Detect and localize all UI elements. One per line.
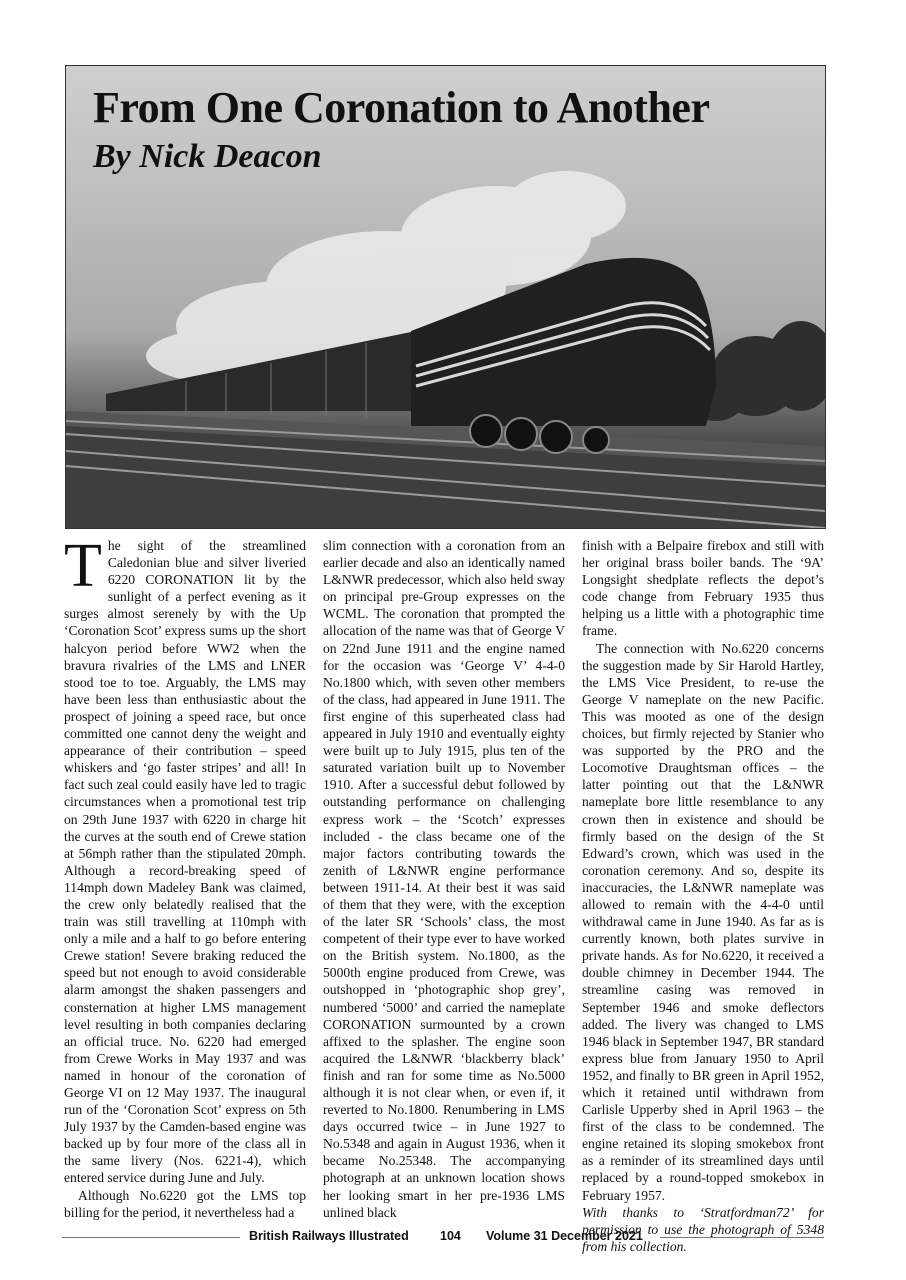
- text-column-2: [323, 537, 565, 1221]
- train-illustration: [66, 66, 825, 528]
- paragraph: finish with a Belpaire firebox and still with her original brass boiler bands. The ‘9A’ Longsight shedplate reflects the depot’s code change from February 1935 thus helping us a little with a photographic time frame.: [582, 538, 824, 639]
- locomotive-photo: [65, 65, 826, 529]
- paragraph: slim connection with a coronation from an earlier decade and also an identically named L&NWR predecessor, which also held sway on principal pre-Group expresses on the WCML. The coronation that prompted the allocation of the name was that of George V on 22nd June 1911 and the engine named for the occasion was ‘George V’ 4-4-0 No.1800 which, with seven other members of the class, had appeared in June 1911. The first engine of this superheated class had appeared in July 1910 and eventually eighty were built up to July 1915, plus ten of the saturated variation built up to November 1910. After a successful debut followed by outstanding performance on challenging express work – the ‘Scotch’ expresses included - the class became one of the major factors contributing towards the zenith of L&NWR engine performance between 1911-14. At their best it was said of them that they were, with the exception of the later SR ‘Schools’ class, the most competent of their type ever to have worked on the British system. No.1800, as the 5000th engine produced from Crewe, was outshopped in ‘photographic shop grey’, numbered ‘5000’ and carried the nameplate CORONATION surmounted by a crown affixed to the splasher. The engine soon acquired the L&NWR ‘blackberry black’ finish and ran for some time as No.5000 although it is not clear when, or even if, it reverted to No.1800. Renumbering in LMS days occurred twice – in June 1927 to No.5348 and again in August 1936, when it became No.25348. The accompanying photograph at an unknown location shows her looking smart in her pre-1936 LMS unlined black: [323, 538, 565, 1220]
- paragraph: The connection with No.6220 concerns the suggestion made by Sir Harold Hartley, the LMS Vice President, to re-use the George V nameplate on the new Pacific. This was mooted as one of the design choices, but firmly rejected by Stanier who was supported by the PRO and the Locomotive Draughtsman offices – the latter pointing out that the L&NWR nameplate bore little resemblance to any crown then in existence and should be firmly based on the design of the St Edward’s crown, which was used in the coronation ceremony. And so, despite its inaccuracies, the L&NWR nameplate was allowed to remain with the 4-4-0 until withdrawal came in June 1940. As far as is currently known, both plates survive in private hands. As for No.6220, it received a double chimney in December 1944. The streamline casing was removed in September 1946 and smoke deflectors added. The livery was changed to LMS 1946 black in September 1947, BR standard express blue from January 1950 to April 1952, and finally to BR green in April 1952, which it retained until withdrawn from Carlisle Upperby shed in April 1963 – the first of the class to be condemned. The engine retained its sloping smokebox front as a reminder of its streamlined days until replaced by a round-topped smokebox in February 1957.: [582, 640, 824, 1203]
- footer-publication: British Railways Illustrated: [249, 1229, 409, 1243]
- article-title: From One Coronation to Another: [93, 83, 710, 132]
- paragraph: Although No.6220 got the LMS top billing for the period, it nevertheless had a: [64, 1187, 306, 1220]
- footer-rule-left: [62, 1237, 240, 1238]
- article-byline: By Nick Deacon: [93, 138, 322, 175]
- footer-issue: Volume 31 December 2021: [486, 1229, 643, 1243]
- drop-cap: T: [64, 532, 102, 600]
- paragraph: The sight of the streamlined Caledonian blue and silver liveried 6220 CORONATION lit by the sunlight of a perfect evening as it surges almost serenely by with the Up ‘Coronation Scot’ express sums up the short halcyon period before WW2 when the bravura rivalries of the LMS and LNER stood toe to toe. Arguably, the LMS may have been less than enthusiastic about the prospect of joining a speed race, but once committed one cannot deny the weight and appearance of their contribution – speed whiskers and ‘go faster stripes’ and all! In fact such zeal could easily have led to tragic circumstances when a promotional test trip on 29th June 1937 with 6220 in charge hit the curves at the south end of Crewe station at 56mph rather than the stipulated 20mph. Although a record-breaking speed of 114mph down Madeley Bank was claimed, the crew only belatedly realised that the train was still travelling at 110mph with only a mile and a half to go before entering Crewe station! Severe braking reduced the speed but not enough to avoid considerable alarm amongst the shaken passengers and consternation at higher LMS management level resulting in both companies declaring an official truce. No. 6220 had emerged from Crewe Works in May 1937 and was named in honour of the coronation of George VI on 12 May 1937. The inaugural run of the ‘Coronation Scot’ express on 5th July 1937 by the Camden-based engine was backed up by four more of the class all in the same livery (Nos. 6221-4), which entered service during June and July.: [64, 532, 306, 1186]
- page-footer: [0, 1228, 906, 1248]
- text-column-1: [64, 532, 306, 1221]
- page-number: 104: [440, 1229, 461, 1243]
- text-column-3: [582, 537, 824, 1255]
- acknowledgement: With thanks to ‘Stratfordman72’ for permission to use the photograph of 5348 from his collection.: [582, 1204, 824, 1254]
- footer-rule-right: [660, 1237, 824, 1238]
